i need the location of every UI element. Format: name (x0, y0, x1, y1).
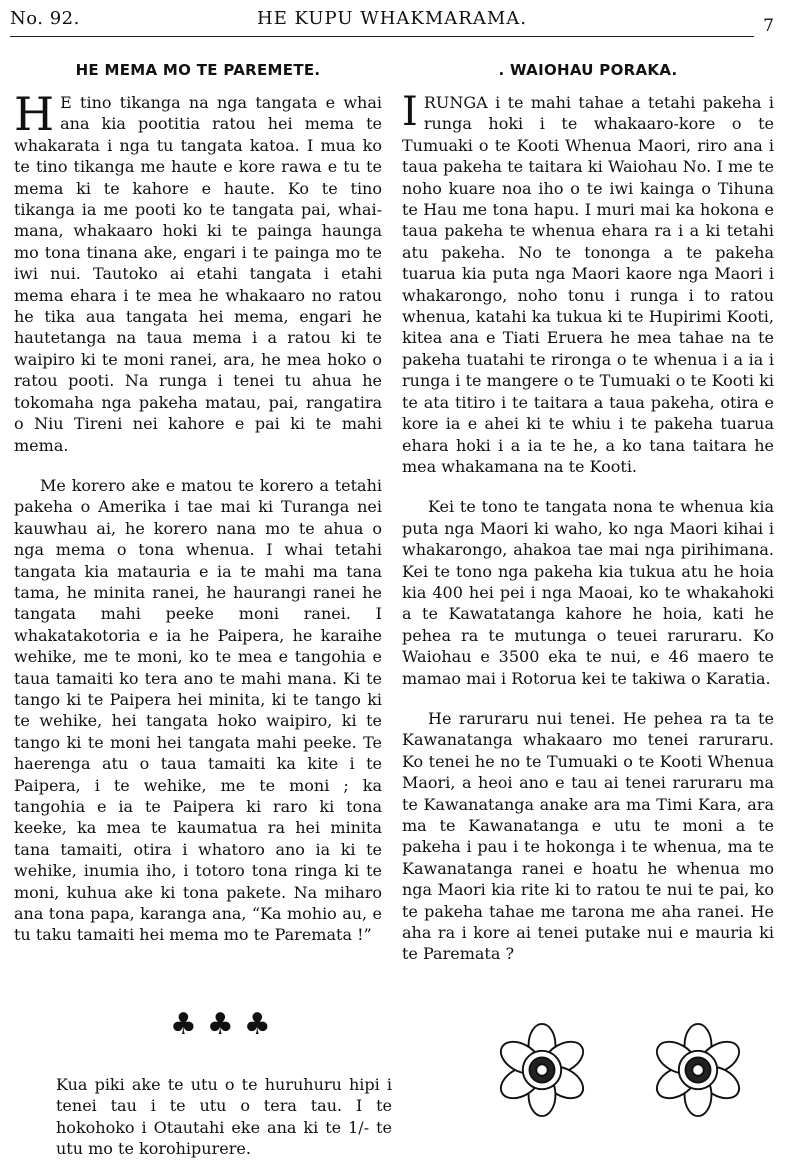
right-paragraph-2: Kei te tono te tangata nona te whenua kia puta nga Maori ki waho, ko nga Maori kihai i whakarongo, ahakoa tae mai nga pirihimana. Kei te tono nga pakeha kia tukua atu he hoia kia 400 hei pei i nga Maoai, ko te whakahoki a te Kawatatanga kahore he hoia, kati he pehea ra te mutunga o teuei raruraru. Ko Waiohau e 3500 eka te nui, e 46 maero te mamao mai i Rotorua kei te takiwa o Karatia. (402, 497, 774, 688)
right-article (402, 61, 774, 965)
left-paragraph-2: Me korero ake e matou te korero a tetahi pakeha o Amerika i tae mai ki Turanga nei kauwhau ai, he korero nana mo te ahua o nga mema o tona whenua. I whai tetahi tangata kia matauria e ia te mahi ma tana tama, he minita ranei, he haurangi ranei he tangata mahi peeke moni ranei. I whakatakotoria e ia he Paipera, he karaihe wehike, me te moni, ko te mea e tangohia e taua tamaiti ko tera ano te mahi mana. Ki te tango ki te Paipera hei minita, ki te tango ki te wehike, hei tangata hoko waipiro, ki te tango ki te moni hei tangata mahi peeke. Te haerenga atu o taua tamaiti ka kite i te Paipera, i te wehike, me te moni ; ka tangohia e ia te Paipera ki raro ki tona keeke, ka mea te kaumatua ra hei minita tana tamaiti, otira i whatoro ano ia ki te wehike, inumia iho, i totoro tona ringa ki te moni, kuhua ake ki tona pakete. Na miharo ana tona papa, karanga ana, “Ka mohio au, e tu taku tamaiti hei mema mo te Paremata !” (14, 475, 382, 945)
drop-cap: I (402, 89, 418, 135)
left-paragraph-1 (14, 87, 382, 456)
right-paragraph-1 (402, 89, 774, 477)
left-paragraph-1-text: E tino tikanga na nga tangata e whai ana kia pootitia ratou hei mema te whakarata i nga tu tangata katoa. I mua ko te tino tikanga me haute e kore rawa e tu te mema ki te kahore e haute. Ko te tino tikanga ia me pooti ko te tangata pai, whai-mana, whakaaro hoki ki te painga haunga mo tona tinana ake, engari i te painga mo te iwi nui. Tautoko ai etahi tangata i etahi mema ehara i te mea he whakaaro no ratou he tika aua tangata hei mema, engari he hautetanga na taua mema i a ratou ki te waipiro ki te moni ranei, ara, he mea hoko o ratou pooti. Na runga i tenei tu ahua he tokomaha nga pakeha matau, pai, rangatira o Niu Tireni nei kahore e pai ki te mahi mema. (14, 93, 382, 455)
header-rule (10, 36, 754, 37)
wool-price-note: Kua piki ake te utu o te huruhuru hipi i tenei tau i te utu o tera tau. I te hokohoko i Otautahi eke ana ki te 1/- te utu mo te korohipurere. (56, 1075, 392, 1159)
page-header (10, 6, 774, 36)
flower-rosette-icon (650, 1022, 746, 1118)
club-icon: ♣ (243, 1007, 271, 1042)
club-icon: ♣ (170, 1007, 197, 1042)
right-paragraph-1-text: RUNGA i te mahi tahae a tetahi pakeha i runga hoki i te whakaaro-kore o te Tumuaki o te Kooti Whenua Maori, riro ana i taua pakeha te taitara ki Waiohau No. I me te noho kuare noa iho o te iwi kainga o Tihuna te Hau me tona hapu. I muri mai ka hokona e taua pakeha te whenua ehara ra i a ki tetahi atu pakeha. No te tononga a te pakeha tuarua kia puta nga Maori kaore nga Maori i whakarongo, noho tonu i runga i to ratou whenua, katahi ka tukua ki te Hupirimi Kooti, kitea ana e Tiati Eruera he mea tahae na te pakeha tuatahi te rironga o te whenua i a ia i runga i te mangere o te Tumuaki o te Kooti ki te ata titiro i te taitara a taua pakeha, otira e kore ia e ahei ki te whiu i te pakeha tuarua ehara hoki i a ia te he, a ko tana taitara he mea whakamana na te Kooti. (402, 93, 774, 476)
right-article-heading: . WAIOHAU PORAKA. (498, 61, 678, 79)
left-article (14, 61, 382, 946)
flower-rosette-icon (494, 1022, 590, 1118)
page-number: 7 (763, 16, 774, 36)
page-title: HE KUPU WHAKMARAMA. (257, 8, 527, 29)
issue-number: No. 92. (10, 8, 80, 29)
right-paragraph-3: He raruraru nui tenei. He pehea ra ta te Kawanatanga whakaaro mo tenei raruraru. Ko tenei he no te Tumuaki o te Kooti Whenua Maori, a heoi ano e tau ai tenei raruraru ma te Kawanatanga anake ara ma Timi Kara, ara ma te Kawanatanga e utu te moni a te pakeha i pau i te hokonga i te whenua, ma te Kawanatanga ranei e hoatu he whenua mo nga Maori kia rite ki to ratou te nui te pai, ko te pakeha tahae me tarona me aha ranei. He aha ra i kore ai tenei putake nui e mauria ki te Paremata ? (402, 708, 774, 964)
club-icon: ♣ (206, 1007, 234, 1042)
clubs-ornament (170, 1007, 271, 1042)
drop-cap: H (14, 87, 55, 141)
left-article-heading: HE MEMA MO TE PAREMETE. (75, 61, 321, 79)
